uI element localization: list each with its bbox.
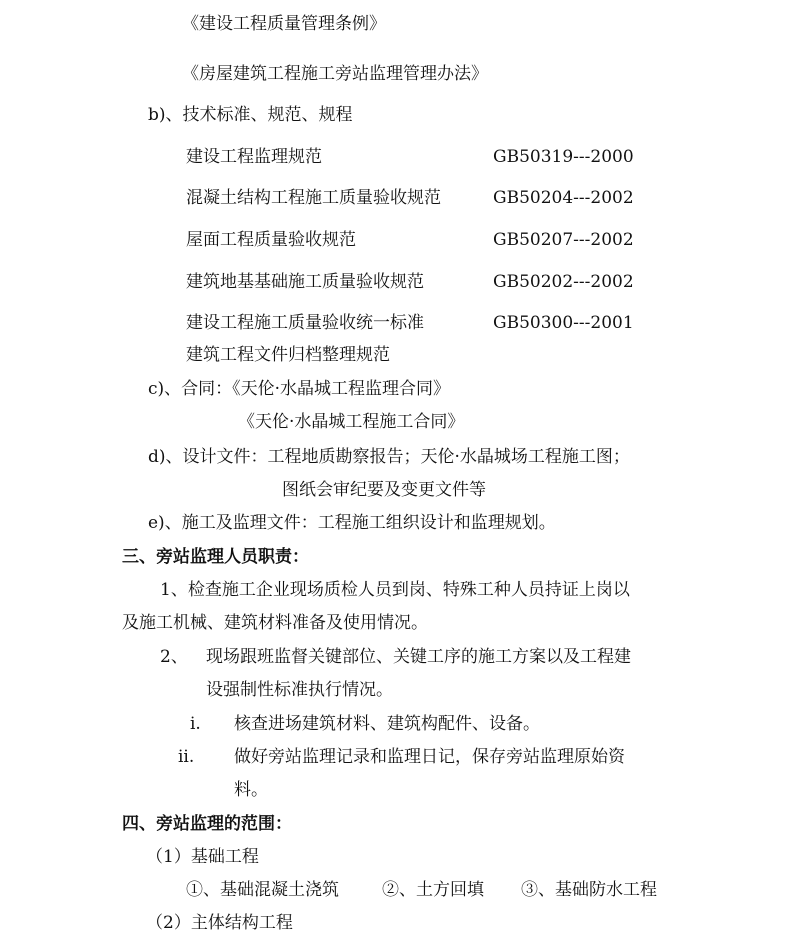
scope-item: （2）主体结构工程 (146, 913, 293, 933)
duty-item-line: 现场跟班监督关键部位、关键工序的施工方案以及工程建 (206, 647, 631, 667)
scope-sub-item: ②、土方回填 (382, 880, 484, 900)
design-docs-line: d)、设计文件：工程地质勘察报告；天伦·水晶城场工程施工图； (148, 447, 630, 467)
sub-item-number: i. (190, 714, 201, 734)
sub-item-line: 做好旁站监理记录和监理日记，保存旁站监理原始资 (234, 747, 625, 767)
duty-item-line: 1、检查施工企业现场质检人员到岗、特殊工种人员持证上岗以 (160, 580, 630, 600)
sub-item-number: ii. (178, 747, 195, 767)
standard-code: GB50207---2002 (493, 230, 634, 250)
section-heading: 三、旁站监理人员职责： (122, 547, 309, 567)
standard-name: 混凝土结构工程施工质量验收规范 (186, 188, 441, 208)
scope-sub-item: ③、基础防水工程 (521, 880, 657, 900)
scope-item: （1）基础工程 (146, 847, 259, 867)
standard-code: GB50202---2002 (493, 272, 634, 292)
standard-code: GB50204---2002 (493, 188, 634, 208)
construction-docs-line: e)、施工及监理文件：工程施工组织设计和监理规划。 (148, 513, 556, 533)
standard-name: 建设工程施工质量验收统一标准 (186, 313, 424, 333)
duty-item-number: 2、 (160, 647, 188, 667)
tech-standards-heading: b)、技术标准、规范、规程 (148, 105, 353, 125)
scope-sub-item: ①、基础混凝土浇筑 (186, 880, 339, 900)
standard-name: 建筑工程文件归档整理规范 (186, 345, 390, 365)
sub-item-line: 核查进场建筑材料、建筑构配件、设备。 (234, 714, 540, 734)
standard-code: GB50300---2001 (493, 313, 634, 333)
standard-code: GB50319---2000 (493, 147, 634, 167)
regulation-item: 《建设工程质量管理条例》 (182, 14, 386, 34)
contracts-line: c)、合同：《天伦·水晶城工程监理合同》 (148, 379, 451, 399)
design-docs-line: 图纸会审纪要及变更文件等 (282, 480, 486, 500)
duty-item-line: 设强制性标准执行情况。 (206, 680, 393, 700)
standard-name: 建筑地基基础施工质量验收规范 (186, 272, 424, 292)
standard-name: 屋面工程质量验收规范 (186, 230, 356, 250)
sub-item-line: 料。 (234, 780, 268, 800)
section-heading: 四、旁站监理的范围： (122, 814, 292, 834)
duty-item-line: 及施工机械、建筑材料准备及使用情况。 (122, 613, 428, 633)
standard-name: 建设工程监理规范 (186, 147, 322, 167)
contracts-line: 《天伦·水晶城工程施工合同》 (238, 412, 465, 432)
regulation-item: 《房屋建筑工程施工旁站监理管理办法》 (182, 64, 488, 84)
